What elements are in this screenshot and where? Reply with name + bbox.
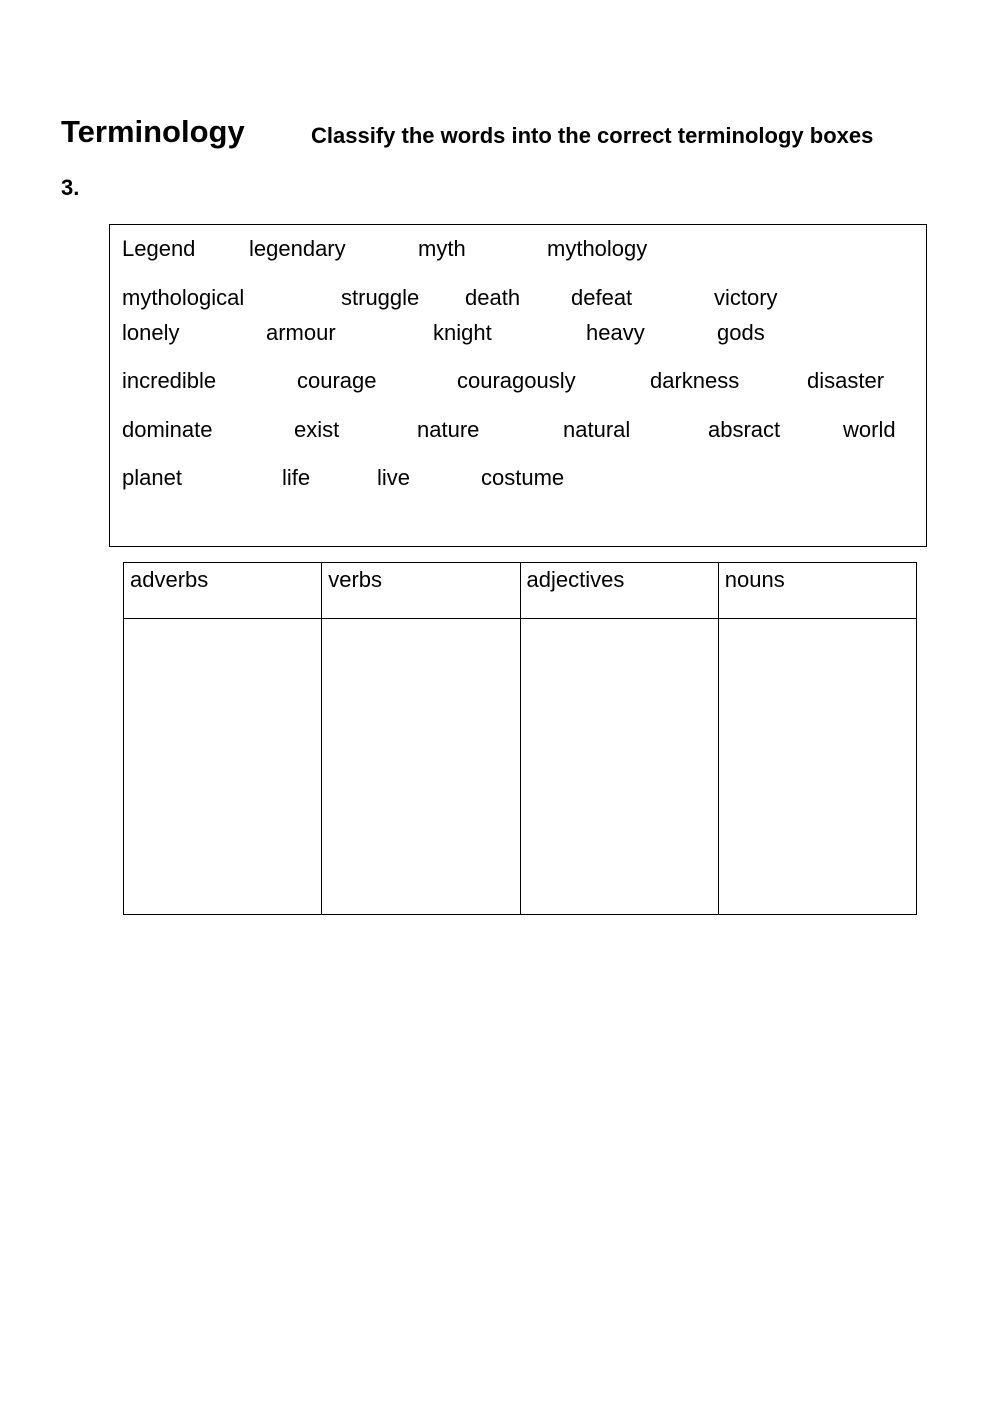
table-header-row xyxy=(124,563,917,619)
word-item[interactable]: mythological xyxy=(122,285,245,310)
drop-zone-nouns[interactable] xyxy=(718,619,916,915)
word-item[interactable]: exist xyxy=(294,417,340,442)
classification-table xyxy=(123,562,917,915)
word-item[interactable]: lonely xyxy=(122,320,180,345)
word-item[interactable]: death xyxy=(465,285,521,310)
worksheet-title: Terminology xyxy=(61,114,245,149)
column-header-adjectives: adjectives xyxy=(520,563,718,619)
word-item[interactable]: dominate xyxy=(122,417,213,442)
word-item[interactable]: courage xyxy=(297,368,377,393)
word-item[interactable]: nature xyxy=(417,417,480,442)
word-item[interactable]: life xyxy=(282,465,311,490)
drop-zone-adverbs[interactable] xyxy=(124,619,322,915)
word-item[interactable]: natural xyxy=(563,417,631,442)
column-header-verbs: verbs xyxy=(322,563,520,619)
word-item[interactable]: absract xyxy=(708,417,781,442)
column-header-adverbs: adverbs xyxy=(124,563,322,619)
word-item[interactable]: darkness xyxy=(650,368,740,393)
column-header-nouns: nouns xyxy=(718,563,916,619)
word-item[interactable]: struggle xyxy=(341,285,420,310)
word-item[interactable]: Legend xyxy=(122,236,196,261)
word-bank-box xyxy=(109,224,927,547)
word-item[interactable]: costume xyxy=(481,465,565,490)
word-item[interactable]: disaster xyxy=(807,368,885,393)
word-item[interactable]: victory xyxy=(714,285,778,310)
word-item[interactable]: planet xyxy=(122,465,182,490)
word-item[interactable]: incredible xyxy=(122,368,217,393)
word-item[interactable]: gods xyxy=(717,320,765,345)
drop-zone-adjectives[interactable] xyxy=(520,619,718,915)
instruction-text: Classify the words into the correct terminology boxes xyxy=(311,123,874,148)
word-item[interactable]: knight xyxy=(433,320,492,345)
word-item[interactable]: heavy xyxy=(586,320,645,345)
table-drop-row xyxy=(124,619,917,915)
word-item[interactable]: armour xyxy=(266,320,336,345)
question-number: 3. xyxy=(61,175,80,200)
word-item[interactable]: couragously xyxy=(457,368,576,393)
word-item[interactable]: mythology xyxy=(547,236,648,261)
word-item[interactable]: myth xyxy=(418,236,466,261)
word-item[interactable]: world xyxy=(843,417,896,442)
word-item[interactable]: legendary xyxy=(249,236,346,261)
word-item[interactable]: live xyxy=(377,465,411,490)
word-item[interactable]: defeat xyxy=(571,285,633,310)
drop-zone-verbs[interactable] xyxy=(322,619,520,915)
